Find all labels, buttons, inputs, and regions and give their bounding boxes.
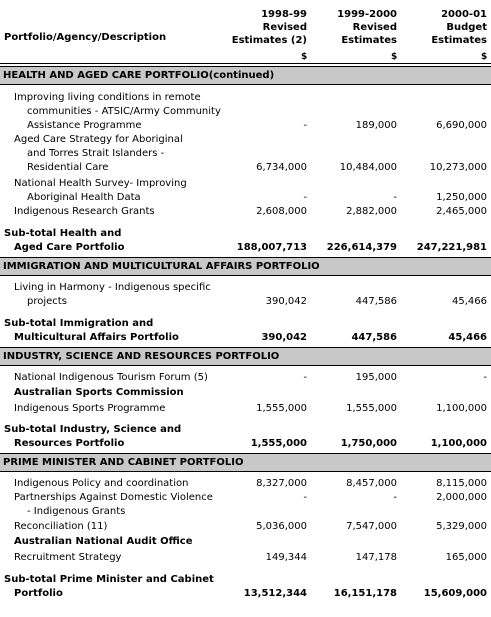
table-header <box>0 0 491 64</box>
column-header-1998-99: 1998-99 Revised Estimates (2) <box>231 9 307 46</box>
section-header-health: HEALTH AND AGED CARE PORTFOLIO(continued) <box>0 66 491 85</box>
currency-label: $ <box>301 52 308 62</box>
section-header-prime-minister: PRIME MINISTER AND CABINET PORTFOLIO <box>0 453 491 472</box>
description-column-header: Portfolio/Agency/Description <box>4 32 167 43</box>
column-header-1999-2000: 1999-2000 Revised Estimates <box>337 9 397 46</box>
column-header-2000-01: 2000-01 Budget Estimates <box>431 9 487 46</box>
currency-label: $ <box>481 52 488 62</box>
section-header-immigration: IMMIGRATION AND MULTICULTURAL AFFAIRS PORTFOLIO <box>0 257 491 276</box>
budget-table: Portfolio/Agency/Description 1998-99 Revised Estimates (2) 1999-2000 Revised Estimates 2000-01 Budget Estimates $ $ $ HEALTH AND AGED CARE PORTFOLIO(continued) Improving living conditions in remote communities - ATSIC/Army Community Assistance Programme - 189,000 6,690,000 Aged Care Strategy for Aboriginal and Torres Strait Islanders - Residential Care 6,734,000 10,484,000 10,273,000 National Health Survey- Improving Aboriginal Health Data - - 1,250,000 Indigenous Research Grants 2,608,000 2,882,000 2,465,000 Sub-total Health and Aged Care Portfolio 188,007,713 226,614,379 247,221,981 IMMIGRATION AND MULTICULTURAL AFFAIRS PORTFOLIO Living in Harmony - Indigenous specific projects 390,042 447,586 45,466 Sub-total Immigration and Multicultural Affairs Portfolio 390,042 447,586 45,466 INDUSTRY, SCIENCE AND RESOURCES PORTFOLIO National Indigenous Tourism Forum (5) - 195,000 - Australian Sports Commission Indigenous Sports Programme 1,555,000 1,555,000 1,100,000 Sub-total Industry, Science and Resources Portfolio 1,555,000 1,750,000 1,100,000 PRIME MINISTER AND CABINET PORTFOLIO Indigenous Policy and coordination 8,327,000 8,457,000 8,115,000 Partnerships Against Domestic Violence - Indigenous Grants - - 2,000,000 Reconciliation (11) 5,036,000 7,547,000 5,329,000 Australian National Audit Office Recruitment Strategy 149,344 147,178 165,000 Sub-total Prime Minister and Cabinet Portfolio 13,512,344 16,151,178 15,609,000 <box>0 0 491 617</box>
section-header-industry: INDUSTRY, SCIENCE AND RESOURCES PORTFOLIO <box>0 347 491 366</box>
currency-label: $ <box>391 52 398 62</box>
